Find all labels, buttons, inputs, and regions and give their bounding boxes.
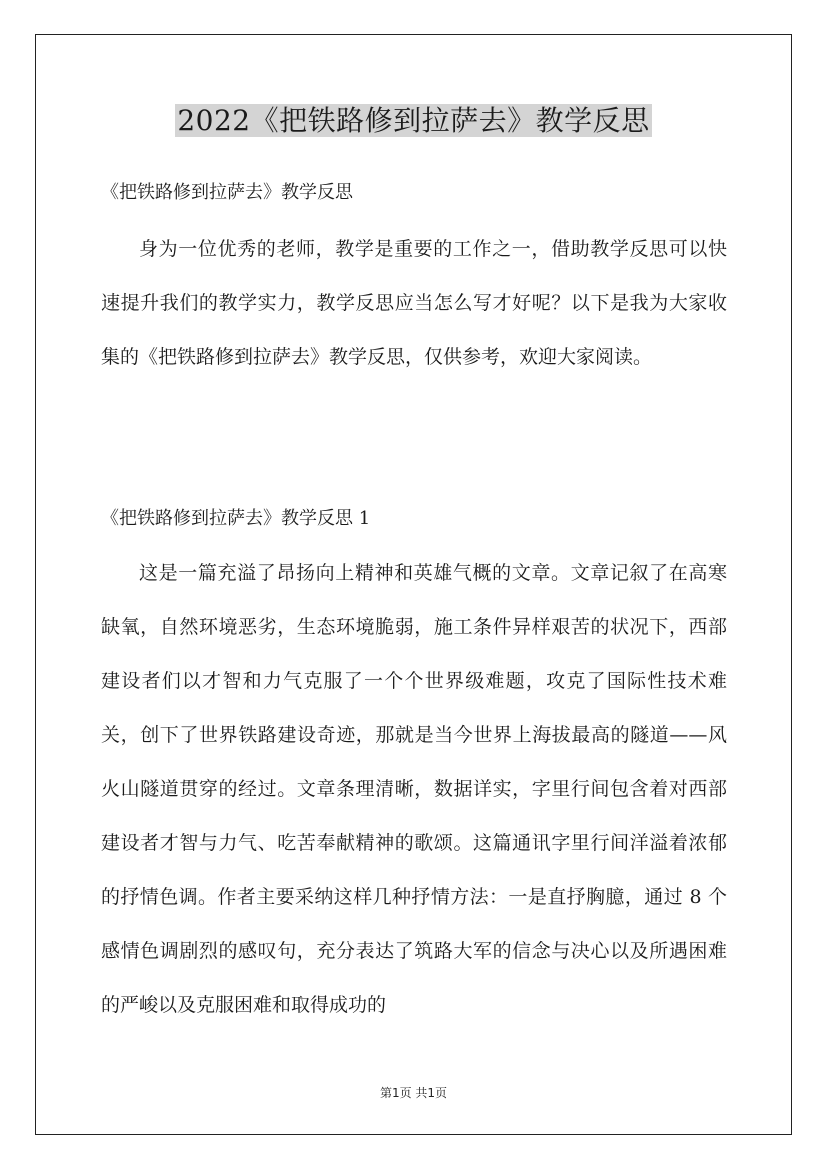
intro-paragraph-container [101,222,727,384]
intro-heading: 《把铁路修到拉萨去》教学反思 [101,182,353,203]
intro-paragraph: 身为一位优秀的老师，教学是重要的工作之一，借助教学反思可以快速提升我们的教学实力，教学反思应当怎么写才好呢？以下是我为大家收集的《把铁路修到拉萨去》教学反思，仅供参考，欢迎大家阅读。 [101,238,727,368]
section1-paragraph: 这是一篇充溢了昂扬向上精神和英雄气概的文章。文章记叙了在高寒缺氧，自然环境恶劣，生态环境脆弱，施工条件异样艰苦的状况下，西部建设者们以才智和力气克服了一个个世界级难题，攻克了国际性技术难关，创下了世界铁路建设奇迹，那就是当今世界上海拔最高的隧道——风火山隧道贯穿的经过。文章条理清晰，数据详实，字里行间包含着对西部建设者才智与力气、吃苦奉献精神的歌颂。这篇通讯字里行间洋溢着浓郁的抒情色调。作者主要采纳这样几种抒情方法：一是直抒胸臆，通过 8 个感情色调剧烈的感叹句，充分表达了筑路大军的信念与决心以及所遇困难的严峻以及克服困难和取得成功的 [101,562,727,1016]
section1-paragraph-container [101,546,727,1032]
document-title-text: 2022《把铁路修到拉萨去》教学反思 [177,104,650,137]
page-number: 第1页 共1页 [379,1086,448,1100]
page-footer [0,1084,827,1101]
section1-heading: 《把铁路修到拉萨去》教学反思 1 [101,508,371,529]
document-title [0,101,827,141]
